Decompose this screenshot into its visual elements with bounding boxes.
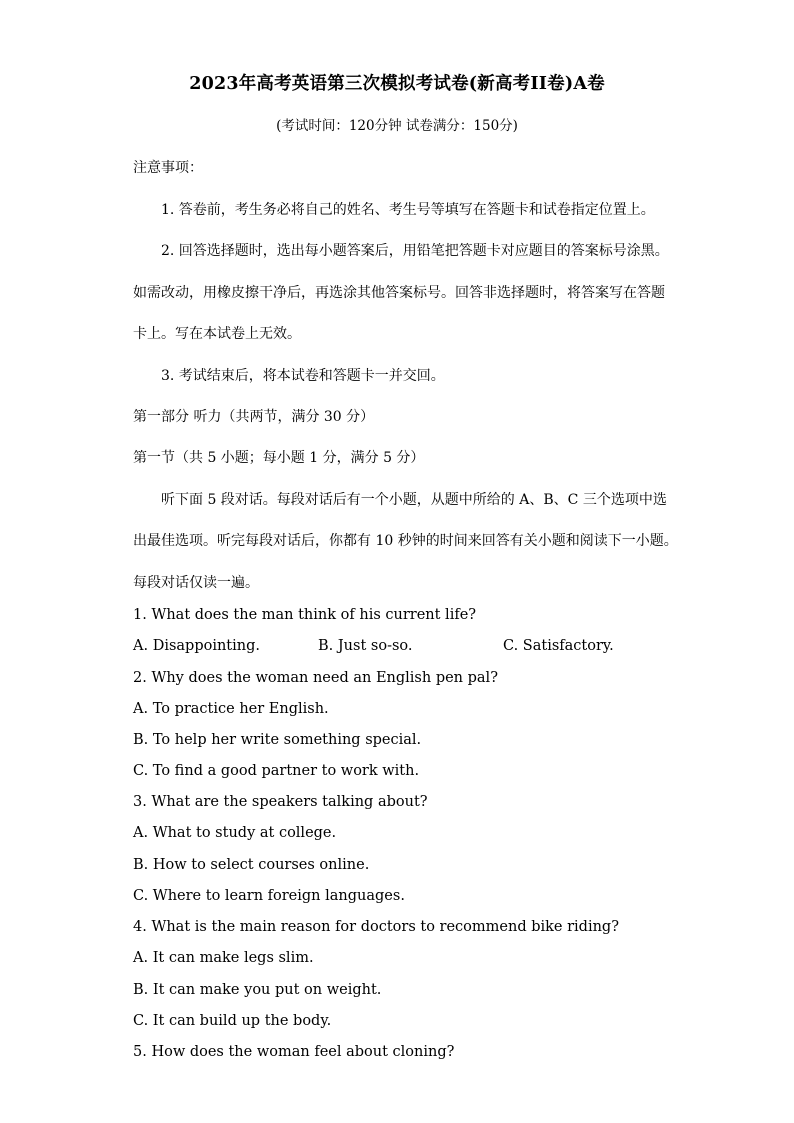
question-stem: 2. Why does the woman need an English pen pal? <box>133 670 498 686</box>
option-c: C. Where to learn foreign languages. <box>133 888 405 904</box>
option-b: B. Just so-so. <box>318 638 413 654</box>
notice-item: 1. 答卷前，考生务必将自己的姓名、考生号等填写在答题卡和试卷指定位置上。 <box>161 202 655 218</box>
option-b: B. To help her write something special. <box>133 732 422 748</box>
question-stem: 3. What are the speakers talking about? <box>133 794 428 810</box>
option-a: A. To practice her English. <box>133 701 329 717</box>
notice-item: 卡上。写在本试卷上无效。 <box>133 326 301 342</box>
instructions-line: 听下面 5 段对话。每段对话后有一个小题，从题中所给的 A、B、C 三个选项中选 <box>161 492 667 508</box>
exam-title: 2023年高考英语第三次模拟考试卷(新高考II卷)A卷 <box>189 74 605 94</box>
question-stem: 4. What is the main reason for doctors to recommend bike riding? <box>133 919 619 935</box>
exam-subtitle: (考试时间：120分钟 试卷满分：150分) <box>276 118 518 134</box>
option-c: C. Satisfactory. <box>503 638 614 654</box>
option-b: B. It can make you put on weight. <box>133 982 382 998</box>
option-c: C. To find a good partner to work with. <box>133 763 420 779</box>
option-a: A. Disappointing. <box>133 638 261 654</box>
question-stem: 5. How does the woman feel about cloning? <box>133 1044 455 1060</box>
option-a: A. It can make legs slim. <box>133 950 314 966</box>
option-c: C. It can build up the body. <box>133 1013 332 1029</box>
notice-item: 如需改动，用橡皮擦干净后，再选涂其他答案标号。回答非选择题时，将答案写在答题 <box>133 285 665 301</box>
notice-item: 2. 回答选择题时，选出每小题答案后，用铅笔把答题卡对应题目的答案标号涂黑。 <box>161 243 669 259</box>
question-stem: 1. What does the man think of his current life? <box>133 607 477 623</box>
section1-heading: 第一节（共 5 小题；每小题 1 分，满分 5 分） <box>133 450 425 466</box>
part1-heading: 第一部分 听力（共两节，满分 30 分） <box>133 409 375 425</box>
notice-heading: 注意事项： <box>133 160 203 176</box>
option-b: B. How to select courses online. <box>133 857 370 873</box>
notice-item: 3. 考试结束后，将本试卷和答题卡一并交回。 <box>161 368 445 384</box>
instructions-line: 出最佳选项。听完每段对话后，你都有 10 秒钟的时间来回答有关小题和阅读下一小题。 <box>133 533 678 549</box>
option-a: A. What to study at college. <box>133 825 337 841</box>
instructions-line: 每段对话仅读一遍。 <box>133 575 259 591</box>
